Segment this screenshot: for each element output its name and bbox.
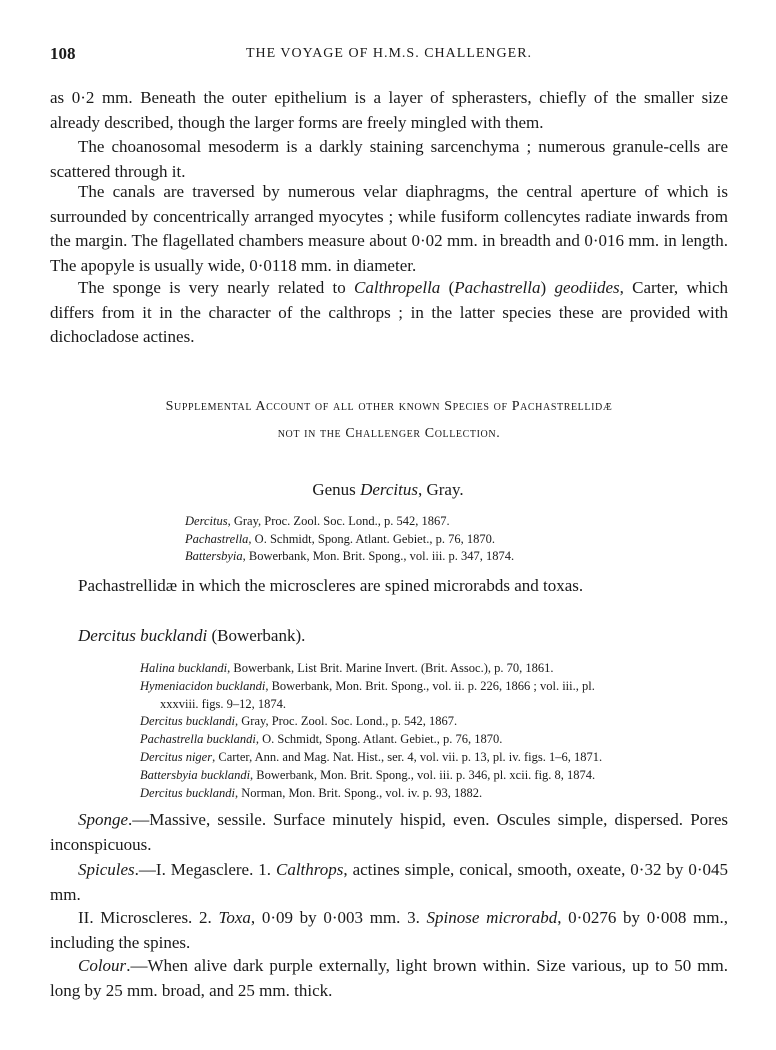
paragraph-epithelium: as 0·2 mm. Beneath the outer epithelium is a layer of spherasters, chiefly of the smaller size already described, though the larger forms are freely mingled with them. bbox=[50, 88, 728, 132]
synonym-entry: Halina bucklandi, Bowerbank, List Brit. Marine Invert. (Brit. Assoc.), p. 70, 1861. bbox=[140, 661, 554, 675]
paragraph-colour: Colour.—When alive dark purple externally, light brown within. Size various, up to 50 mm. long by 25 mm. broad, and 25 mm. thick. bbox=[50, 956, 728, 1000]
synonym-entry: Battersbyia, Bowerbank, Mon. Brit. Spong., vol. iii. p. 347, 1874. bbox=[185, 549, 515, 563]
synonym-entry: Dercitus bucklandi, Gray, Proc. Zool. Soc. Lond., p. 542, 1867. bbox=[140, 714, 458, 729]
paragraph-microscleres: II. Microscleres. 2. Toxa, 0·09 by 0·003 mm. 3. Spinose microrabd, 0·0276 by 0·008 mm., including the spines. bbox=[50, 908, 728, 952]
running-head: THE VOYAGE OF H.M.S. CHALLENGER. bbox=[245, 46, 533, 61]
paragraph-spicules: Spicules.—I. Megasclere. 1. Calthrops, actines simple, conical, smooth, oxeate, 0·32 by 0·045 mm. bbox=[50, 860, 728, 904]
paragraph-canals: The canals are traversed by numerous velar diaphragms, the central aperture of which is surrounded by concentrically arranged myocytes ; while fusiform collencytes radiate inwards from the margin. The flagellated chambers measure about 0·02 mm. in breadth and 0·016 mm. in length. The apopyle is usually wide, 0·0118 mm. in diameter. bbox=[50, 182, 728, 275]
genus-heading: Genus Dercitus, Gray. bbox=[312, 480, 464, 499]
genus-synonymy bbox=[185, 513, 745, 566]
synonym-entry: Hymeniacidon bucklandi, Bowerbank, Mon. Brit. Spong., vol. ii. p. 226, 1866 ; vol. iii., pl. xxxviii. figs. 9–12, 1874. bbox=[140, 678, 595, 711]
synonym-entry: Dercitus bucklandi, Norman, Mon. Brit. Spong., vol. iv. p. 93, 1882. bbox=[140, 785, 483, 800]
synonym-entry: Pachastrella bucklandi, O. Schmidt, Spong. Atlant. Gebiet., p. 76, 1870. bbox=[140, 732, 503, 747]
paragraph-sponge: Sponge.—Massive, sessile. Surface minutely hispid, even. Oscules simple, dispersed. Pores inconspicuous. bbox=[50, 810, 728, 854]
species-synonymy bbox=[140, 660, 730, 802]
genus-name: Dercitus bbox=[360, 480, 418, 499]
supplement-heading-line: Supplemental Account of all other known Species of Pachastrellidæ bbox=[165, 399, 613, 414]
page-header bbox=[50, 44, 728, 68]
species-name: Dercitus bucklandi bbox=[78, 626, 208, 645]
synonym-entry: Dercitus, Gray, Proc. Zool. Soc. Lond., p. 542, 1867. bbox=[185, 514, 450, 528]
synonym-entry: Pachastrella, O. Schmidt, Spong. Atlant. Gebiet., p. 76, 1870. bbox=[185, 531, 495, 546]
supplement-heading-line: not in the Challenger Collection. bbox=[277, 426, 501, 441]
page-number: 108 bbox=[50, 44, 76, 63]
genus-definition: Pachastrellidæ in which the microscleres are spined microrabds and toxas. bbox=[78, 576, 584, 595]
supplement-heading bbox=[50, 393, 728, 447]
taxon-name: Pachastrella bbox=[454, 278, 541, 297]
species-heading: Dercitus bucklandi (Bowerbank). bbox=[78, 626, 306, 645]
paragraph-choanosome: The choanosomal mesoderm is a darkly staining sarcenchyma ; numerous granule-cells are scattered through it. bbox=[50, 137, 728, 181]
synonym-entry: Battersbyia bucklandi, Bowerbank, Mon. Brit. Spong., vol. iii. p. 346, pl. xcii. fig. 8, 1874. bbox=[140, 767, 596, 782]
taxon-name: Calthropella bbox=[354, 278, 441, 297]
synonym-entry: Dercitus niger, Carter, Ann. and Mag. Nat. Hist., ser. 4, vol. vii. p. 13, pl. iv. figs. 1–6, 1871. bbox=[140, 749, 603, 764]
paragraph-relationship: The sponge is very nearly related to Calthropella (Pachastrella) geodiides, Carter, which differs from it in the character of the calthrops ; in the latter species these are provided with dichocladose actines. bbox=[50, 278, 729, 346]
taxon-name: geodiides bbox=[554, 278, 620, 297]
